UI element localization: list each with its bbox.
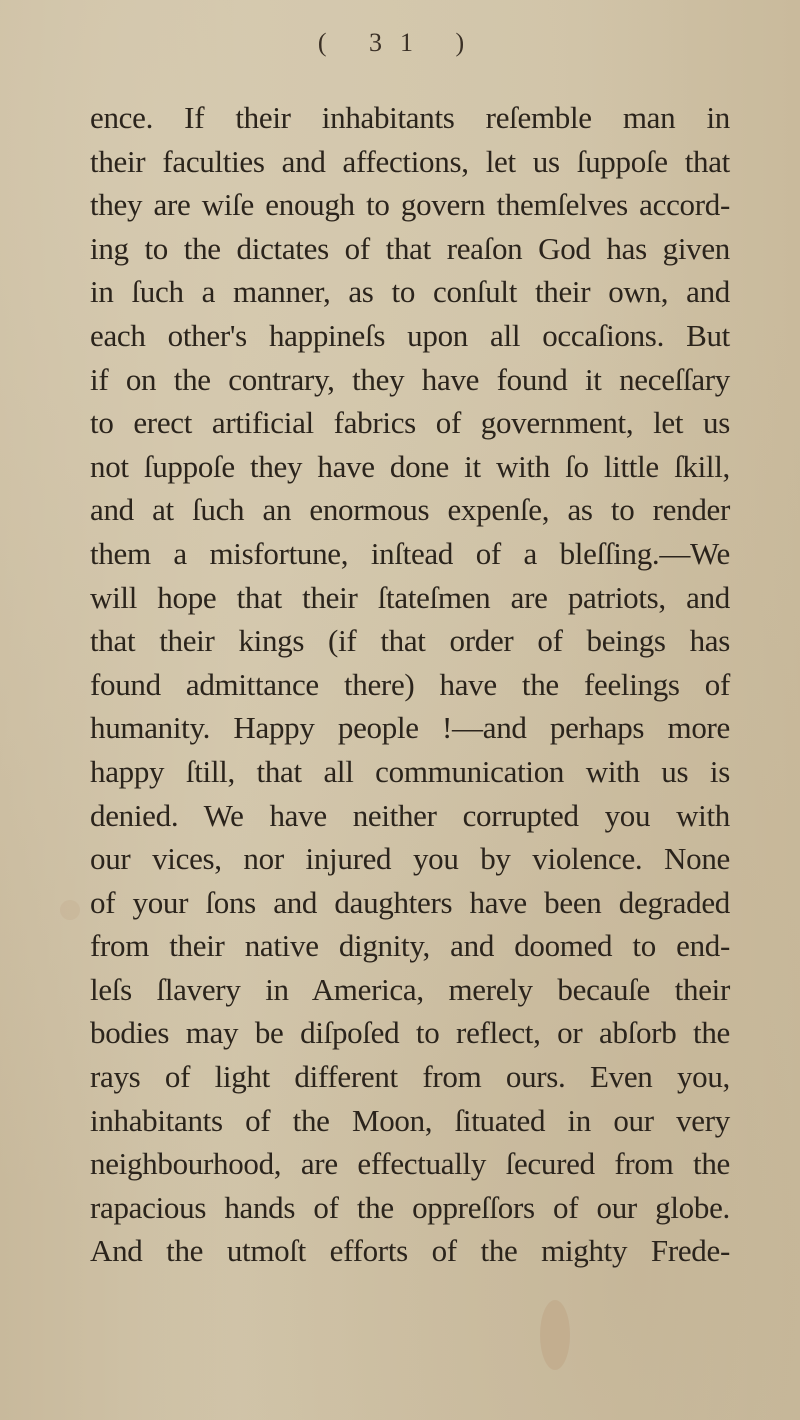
paper-stain — [60, 900, 80, 920]
text-line: in ſuch a manner, as to conſult their own, and — [90, 274, 730, 310]
text-line: and at ſuch an enormous expenſe, as to render — [90, 492, 730, 528]
text-line: found admittance there) have the feelings of — [90, 666, 730, 702]
text-line: bodies may be diſpoſed to reflect, or abſorb the — [90, 1015, 730, 1051]
text-line: humanity. Happy people !—and perhaps more — [90, 710, 730, 746]
text-line: from their native dignity, and doomed to end- — [90, 928, 730, 964]
paper-stain — [540, 1300, 570, 1370]
text-line: each other's happineſs upon all occaſions. But — [90, 317, 730, 353]
text-line: inhabitants of the Moon, ſituated in our very — [90, 1102, 730, 1138]
text-line: rays of light different from ours. Even you, — [90, 1059, 730, 1095]
text-line: rapacious hands of the oppreſſors of our globe. — [90, 1189, 730, 1225]
text-line: happy ſtill, that all communication with us is — [90, 753, 730, 789]
text-line: them a misfortune, inſtead of a bleſſing.—We — [90, 535, 730, 571]
page-number: ( 31 ) — [317, 28, 483, 57]
text-line: they are wiſe enough to govern themſelves accord- — [90, 187, 730, 223]
text-line: if on the contrary, they have found it neceſſary — [90, 361, 730, 397]
text-line: their faculties and affections, let us ſuppoſe that — [90, 143, 730, 179]
text-line: of your ſons and daughters have been degraded — [90, 884, 730, 920]
text-line: to erect artificial fabrics of government, let us — [90, 405, 730, 441]
text-line: our vices, nor injured you by violence. None — [90, 841, 730, 877]
body-text — [90, 96, 730, 1273]
text-line: leſs ſlavery in America, merely becauſe their — [90, 971, 730, 1007]
text-line: ence. If their inhabitants reſemble man in — [90, 100, 730, 135]
text-line: denied. We have neither corrupted you with — [90, 797, 730, 833]
text-line: ing to the dictates of that reaſon God has given — [90, 230, 730, 266]
text-line: neighbourhood, are effectually ſecured from the — [90, 1146, 730, 1182]
text-line: not ſuppoſe they have done it with ſo little ſkill, — [90, 448, 730, 484]
text-line: will hope that their ſtateſmen are patriots, and — [90, 579, 730, 615]
text-line: that their kings (if that order of beings has — [90, 623, 730, 659]
text-line: And the utmoſt efforts of the mighty Frede- — [90, 1233, 730, 1269]
